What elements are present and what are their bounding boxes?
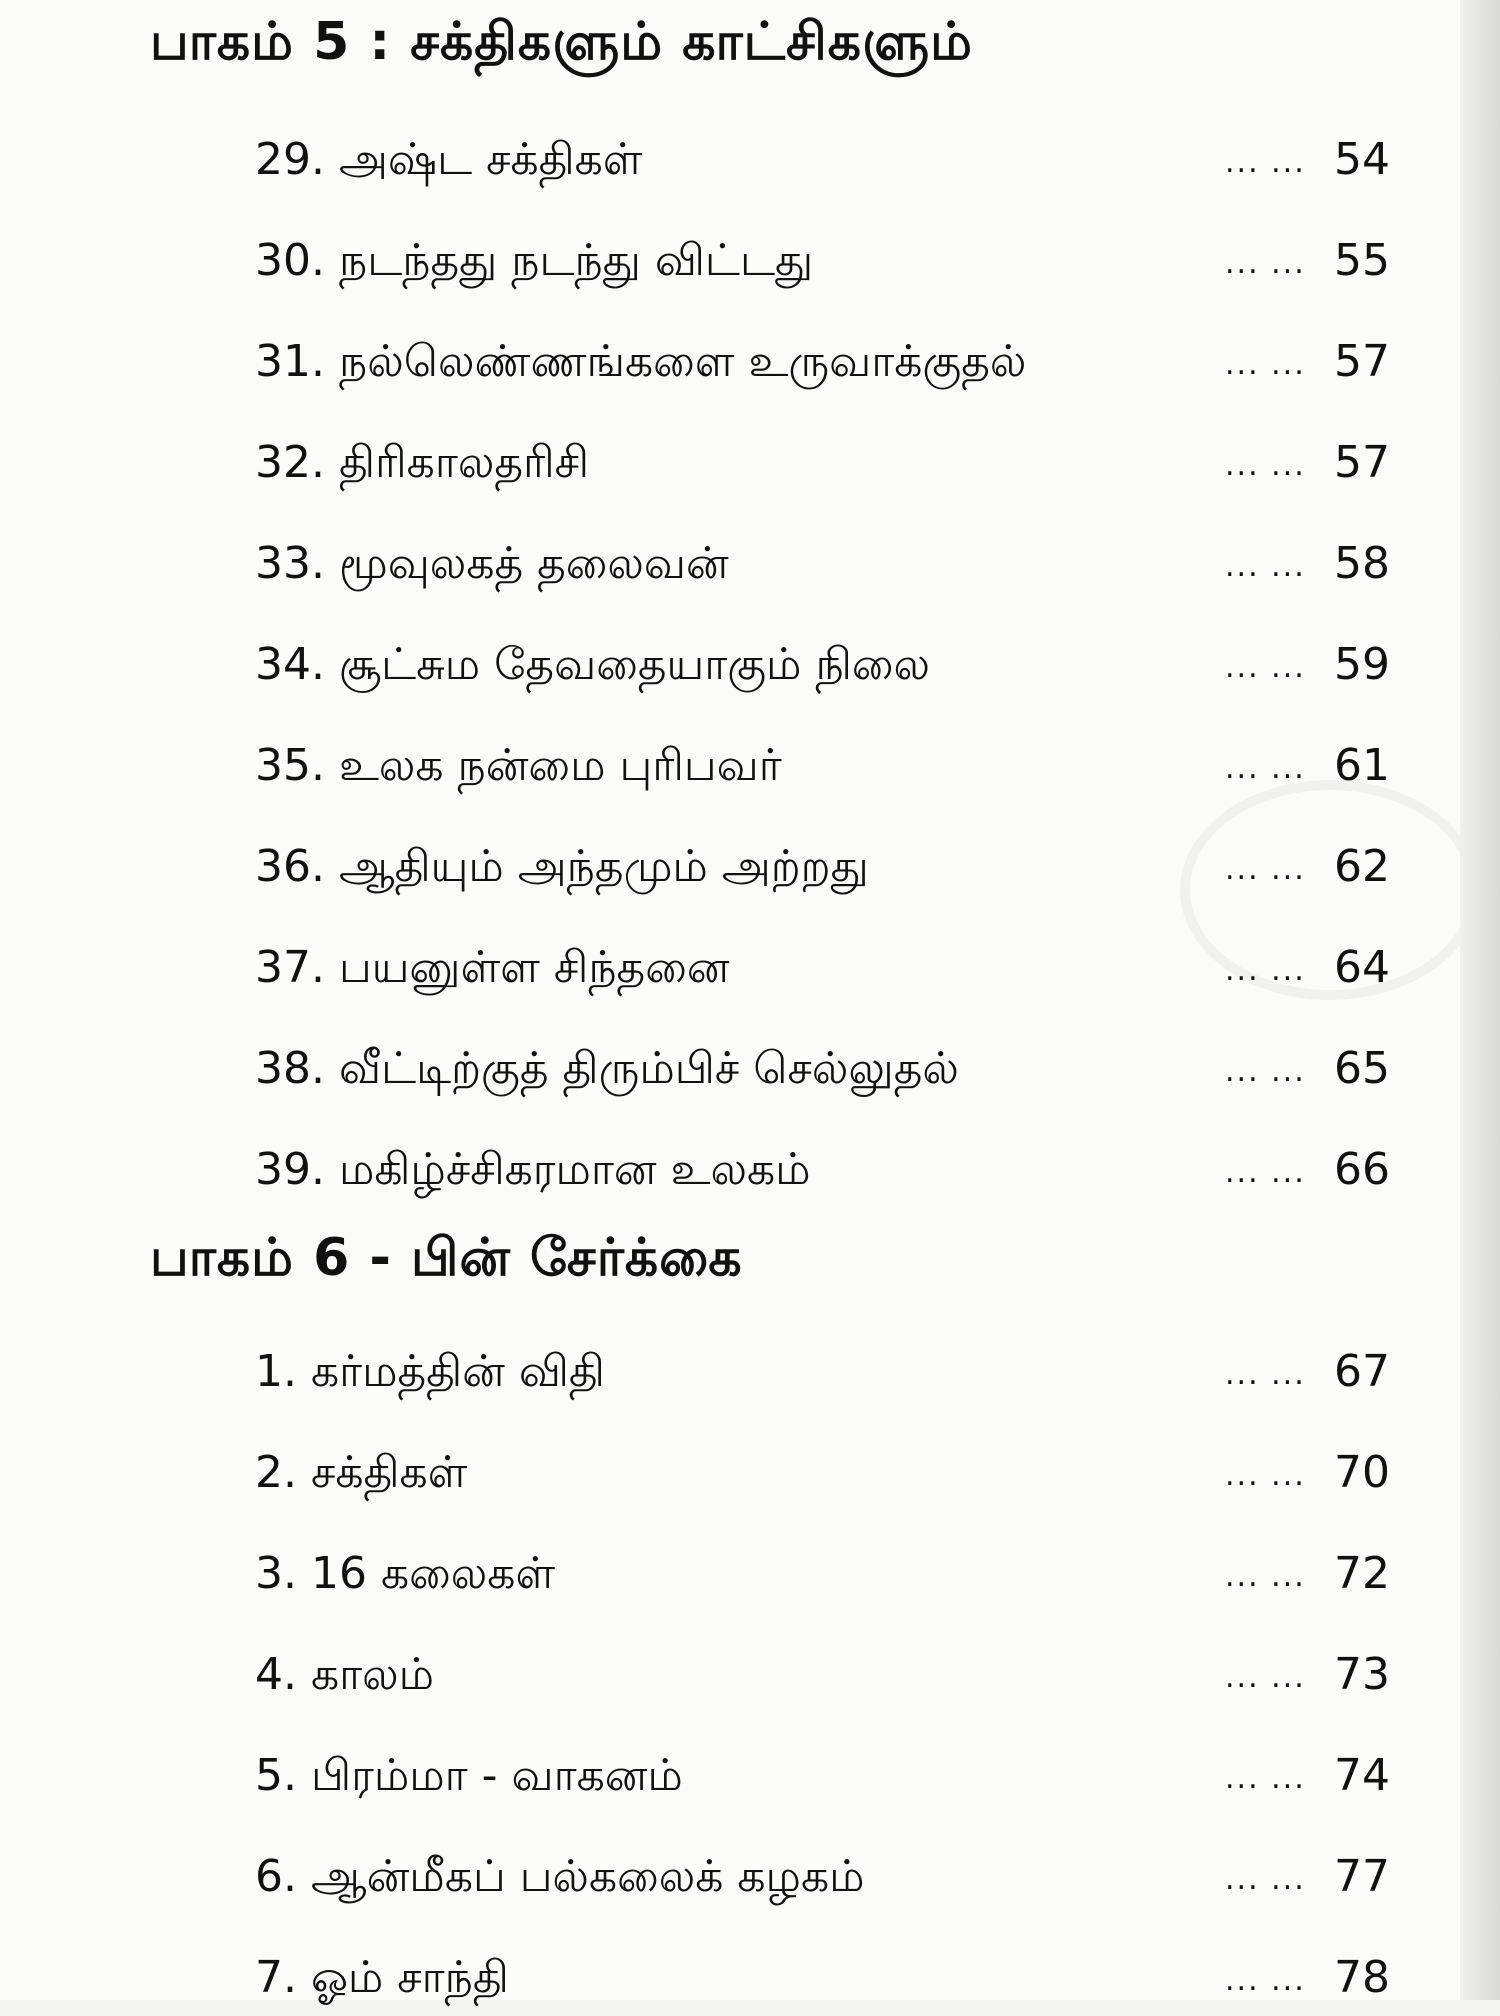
toc-page-number: 62	[1334, 841, 1390, 892]
toc-page-number: 58	[1334, 538, 1390, 589]
toc-page-number: 72	[1334, 1548, 1390, 1599]
toc-entry-title: 2. சக்திகள்	[255, 1447, 468, 1498]
toc-page-number: 54	[1334, 134, 1390, 185]
toc-dot-leader: ... ...	[1225, 1155, 1306, 1190]
toc-dot-leader: ... ...	[1225, 852, 1306, 887]
toc-entry-title: 34. சூட்சும தேவதையாகும் நிலை	[255, 639, 931, 690]
toc-entry	[0, 1643, 1460, 1707]
toc-entry-title: 3. 16 கலைகள்	[255, 1548, 556, 1599]
toc-dot-leader: ... ...	[1225, 1660, 1306, 1695]
toc-dot-leader: ... ...	[1225, 650, 1306, 685]
toc-entry-title: 7. ஓம் சாந்தி	[255, 1952, 509, 2003]
toc-entry-title: 5. பிரம்மா - வாகனம்	[255, 1750, 683, 1801]
toc-entry-title: 32. திரிகாலதரிசி	[255, 437, 590, 488]
toc-page-number: 55	[1334, 235, 1390, 286]
toc-dot-leader: ... ...	[1225, 1761, 1306, 1796]
toc-dot-leader: ... ...	[1225, 1559, 1306, 1594]
toc-entry	[0, 229, 1460, 293]
section-6-heading: பாகம் 6 - பின் சேர்க்கை	[150, 1228, 743, 1288]
toc-entry	[0, 1542, 1460, 1606]
toc-entry	[0, 1340, 1460, 1404]
toc-entry-title: 1. கர்மத்தின் விதி	[255, 1346, 605, 1397]
toc-entry-title: 33. மூவுலகத் தலைவன்	[255, 538, 729, 589]
toc-page-number: 78	[1334, 1952, 1390, 2003]
toc-page-number: 67	[1334, 1346, 1390, 1397]
toc-dot-leader: ... ...	[1225, 448, 1306, 483]
toc-entry-title: 36. ஆதியும் அந்தமும் அற்றது	[255, 841, 869, 892]
toc-entry	[0, 1946, 1460, 2010]
toc-entry-title: 37. பயனுள்ள சிந்தனை	[255, 942, 730, 993]
toc-dot-leader: ... ...	[1225, 1458, 1306, 1493]
toc-page-number: 65	[1334, 1043, 1390, 1094]
toc-page-number: 57	[1334, 336, 1390, 387]
toc-entry	[0, 734, 1460, 798]
toc-page-number: 59	[1334, 639, 1390, 690]
toc-entry	[0, 1138, 1460, 1202]
toc-entry-title: 31. நல்லெண்ணங்களை உருவாக்குதல்	[255, 336, 1027, 387]
toc-dot-leader: ... ...	[1225, 145, 1306, 180]
toc-dot-leader: ... ...	[1225, 953, 1306, 988]
toc-page-number: 57	[1334, 437, 1390, 488]
toc-dot-leader: ... ...	[1225, 1862, 1306, 1897]
toc-entry	[0, 633, 1460, 697]
toc-page-number: 74	[1334, 1750, 1390, 1801]
toc-entry-title: 6. ஆன்மீகப் பல்கலைக் கழகம்	[255, 1851, 865, 1902]
toc-dot-leader: ... ...	[1225, 246, 1306, 281]
toc-entry	[0, 1744, 1460, 1808]
toc-entry	[0, 532, 1460, 596]
toc-page-number: 66	[1334, 1144, 1390, 1195]
toc-entry-title: 4. காலம்	[255, 1649, 435, 1700]
toc-dot-leader: ... ...	[1225, 347, 1306, 382]
toc-entry	[0, 1441, 1460, 1505]
toc-entry-title: 30. நடந்தது நடந்து விட்டது	[255, 235, 814, 286]
toc-entry-title: 39. மகிழ்ச்சிகரமான உலகம்	[255, 1144, 811, 1195]
toc-entry	[0, 835, 1460, 899]
toc-entry	[0, 431, 1460, 495]
toc-dot-leader: ... ...	[1225, 1054, 1306, 1089]
toc-dot-leader: ... ...	[1225, 751, 1306, 786]
section-5-heading: பாகம் 5 : சக்திகளும் காட்சிகளும்	[150, 12, 973, 72]
toc-entry	[0, 128, 1460, 192]
toc-page-number: 77	[1334, 1851, 1390, 1902]
toc-page-number: 73	[1334, 1649, 1390, 1700]
toc-dot-leader: ... ...	[1225, 1357, 1306, 1392]
toc-dot-leader: ... ...	[1225, 1963, 1306, 1998]
toc-page-number: 64	[1334, 942, 1390, 993]
toc-entry	[0, 936, 1460, 1000]
toc-entry-title: 38. வீட்டிற்குத் திரும்பிச் செல்லுதல்	[255, 1043, 959, 1094]
toc-page-number: 70	[1334, 1447, 1390, 1498]
toc-entry-title: 35. உலக நன்மை புரிபவர்	[255, 740, 782, 791]
toc-entry	[0, 1037, 1460, 1101]
toc-page-number: 61	[1334, 740, 1390, 791]
page-edge-shadow	[1460, 0, 1500, 2000]
toc-entry	[0, 1845, 1460, 1909]
toc-entry-title: 29. அஷ்ட சக்திகள்	[255, 134, 643, 185]
toc-entry	[0, 330, 1460, 394]
toc-dot-leader: ... ...	[1225, 549, 1306, 584]
